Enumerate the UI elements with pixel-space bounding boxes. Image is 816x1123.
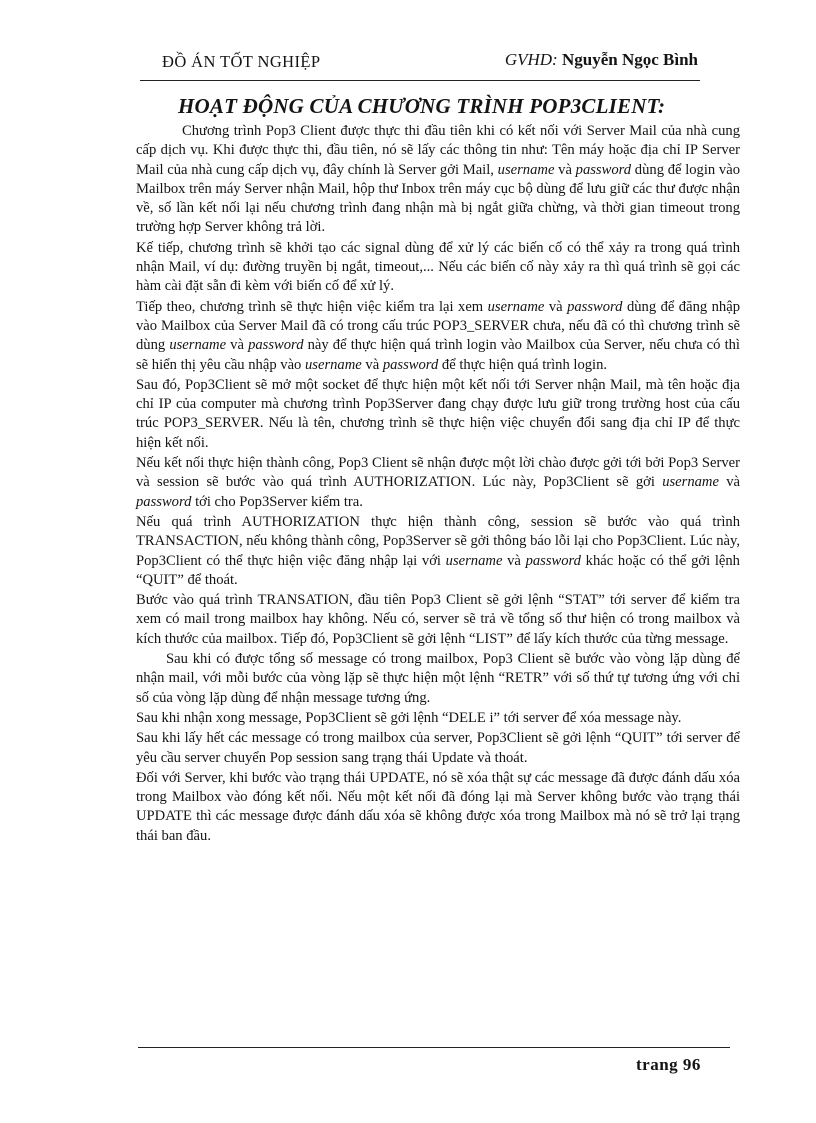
paragraph-3-text-k: và (361, 356, 383, 373)
paragraph-3-password-1: password (567, 298, 623, 315)
paragraph-1-username: username (497, 161, 555, 178)
paragraph-6 (136, 513, 740, 590)
paragraph-3-password-2: password (248, 337, 304, 354)
paragraph-3-text-a: Tiếp theo, chương trình sẽ thực hiện việc kiểm tra lại xem (136, 298, 488, 315)
paragraph-3-username-3: username (305, 356, 362, 373)
paragraph-6-text-a: Nếu quá trình AUTHORIZATION thực hiện thành công, session sẽ bước vào quá trình TRANSACTION, nếu không thành công, Pop3Server sẽ gởi thông báo lỗi lại cho Pop3Client. Lúc này, Pop3Client có thể thực hiện việc đăng nhập lại với (136, 513, 740, 569)
paragraph-8: Sau khi có được tổng số message có trong mailbox, Pop3 Client sẽ bước vào vòng lặp dùng để nhận mail, với mỗi bước của vòng lặp sẽ thực hiện một lệnh “RETR” với số thứ tự tương ứng với chỉ số của vòng lặp dùng để nhận message tương ứng. (136, 651, 740, 706)
paragraph-2: Kế tiếp, chương trình sẽ khởi tạo các signal dùng để xử lý các biến cố có thể xảy ra trong quá trình nhận Mail, ví dụ: đường truyền bị ngắt, timeout,... Nếu các biến cố này xảy ra thì quá trình sẽ gọi các hàm cài đặt sẵn đi kèm với biến cố để xử lý. (136, 239, 740, 295)
paragraph-6-text-c: và (502, 552, 526, 569)
body-text (136, 122, 740, 846)
paragraph-6-password: password (525, 552, 581, 569)
footer-divider (138, 1047, 730, 1048)
section-title: HOẠT ĐỘNG CỦA CHƯƠNG TRÌNH POP3CLIENT: (178, 94, 666, 118)
paragraph-1-text-c: và (554, 161, 576, 178)
paragraph-5-text-c: và (718, 474, 740, 491)
header-advisor (505, 50, 698, 70)
paragraph-6-text-e: khác hoặc có thể gởi lệnh “QUIT” để thoát. (136, 552, 740, 588)
paragraph-3-password-3: password (382, 356, 439, 373)
paragraph-5 (136, 454, 740, 512)
header-advisor-name: Nguyễn Ngọc Bình (561, 50, 698, 69)
paragraph-6-username: username (445, 552, 503, 569)
paragraph-5-text-e: tới cho Pop3Server kiểm tra. (191, 493, 363, 510)
header-divider (140, 80, 700, 81)
paragraph-3-text-i: này để thực hiện quá trình login vào Mailbox của Server, nếu chưa có thì sẽ hiển thị yêu cầu nhập vào (136, 337, 740, 373)
page-header (140, 48, 702, 76)
paragraph-4: Sau đó, Pop3Client sẽ mở một socket để thực hiện một kết nối tới Server nhận Mail, mà tên hoặc địa chỉ IP của computer mà chương trình Pop3Server đang chạy được lưu giữ trong trường host của cấu trúc POP3_SERVER. Nếu là tên, chương trình sẽ thực hiện việc chuyển đổi sang địa chỉ IP để thực hiện kết nối. (136, 376, 740, 451)
paragraph-9: Sau khi nhận xong message, Pop3Client sẽ gởi lệnh “DELE i” tới server để xóa message này. (136, 709, 682, 726)
paragraph-1-password: password (575, 161, 632, 178)
paragraph-3-username-2: username (169, 337, 227, 354)
paragraph-1-text-e: dùng để login vào Mailbox trên máy Server nhận Mail, hộp thư Inbox trên máy cục bộ dùng để lưu giữ các thư được nhận về, số lần kết nối lại nếu chương trình đang nhận mà bị ngắt giữa chừng, và thời gian timeout trong trường hợp Server không trả lời. (136, 161, 741, 236)
paragraph-10: Sau khi lấy hết các message có trong mailbox của server, Pop3Client sẽ gởi lệnh “QUIT” tới server để yêu cầu server chuyển Pop session sang trạng thái Update và thoát. (136, 730, 740, 766)
paragraph-1 (136, 122, 740, 238)
header-project-title: ĐỒ ÁN TỐT NGHIỆP (162, 52, 321, 71)
paragraph-3-username-1: username (487, 298, 545, 315)
paragraph-3-text-c: và (544, 298, 568, 315)
paragraph-11: Đối với Server, khi bước vào trạng thái UPDATE, nó sẽ xóa thật sự các message đã được đánh dấu xóa trong Mailbox vào đóng kết nối. Nếu một kết nối đã đóng lại mà Server không bước vào trạng thái UPDATE thì các message được đánh dấu xóa sẽ không được xóa trong Mailbox mà nó sẽ trở lại trạng thái ban đầu. (136, 769, 740, 844)
paragraph-7: Bước vào quá trình TRANSATION, đầu tiên Pop3 Client sẽ gởi lệnh “STAT” tới server để kiểm tra xem có mail trong mailbox hay không. Nếu có, server sẽ trả về tổng số thư hiện có trong mailbox và kích thước của mailbox. Tiếp đó, Pop3Client sẽ gởi lệnh “LIST” để lấy kích thước của từng message. (136, 592, 740, 647)
paragraph-5-text-a: Nếu kết nối thực hiện thành công, Pop3 Client sẽ nhận được một lời chào được gởi tới bởi Pop3 Server và session sẽ bước vào quá trình AUTHORIZATION. Lúc này, Pop3Client sẽ gởi (136, 455, 740, 491)
page-number: trang 96 (636, 1055, 701, 1074)
paragraph-3-text-m: để thực hiện quá trình login. (438, 356, 608, 373)
paragraph-3-text-e: dùng để đăng nhập vào Mailbox của Server Mail đã có trong cấu trúc POP3_SERVER chưa, nếu đã có thì chương trình sẽ dùng (136, 298, 740, 354)
paragraph-3 (136, 298, 740, 375)
paragraph-1-text-a: Chương trình Pop3 Client được thực thi đầu tiên khi có kết nối với Server Mail của nhà cung cấp dịch vụ. Khi được thực thi, đầu tiên, nó sẽ lấy các thông tin như: Tên máy hoặc địa chỉ IP Server Mail của nhà cung cấp dịch vụ, đây chính là Server gởi Mail, (136, 123, 740, 178)
paragraph-5-username: username (662, 474, 719, 491)
paragraph-3-text-g: và (226, 337, 249, 354)
header-advisor-label: GVHD: (504, 50, 558, 69)
paragraph-5-password: password (136, 493, 192, 510)
